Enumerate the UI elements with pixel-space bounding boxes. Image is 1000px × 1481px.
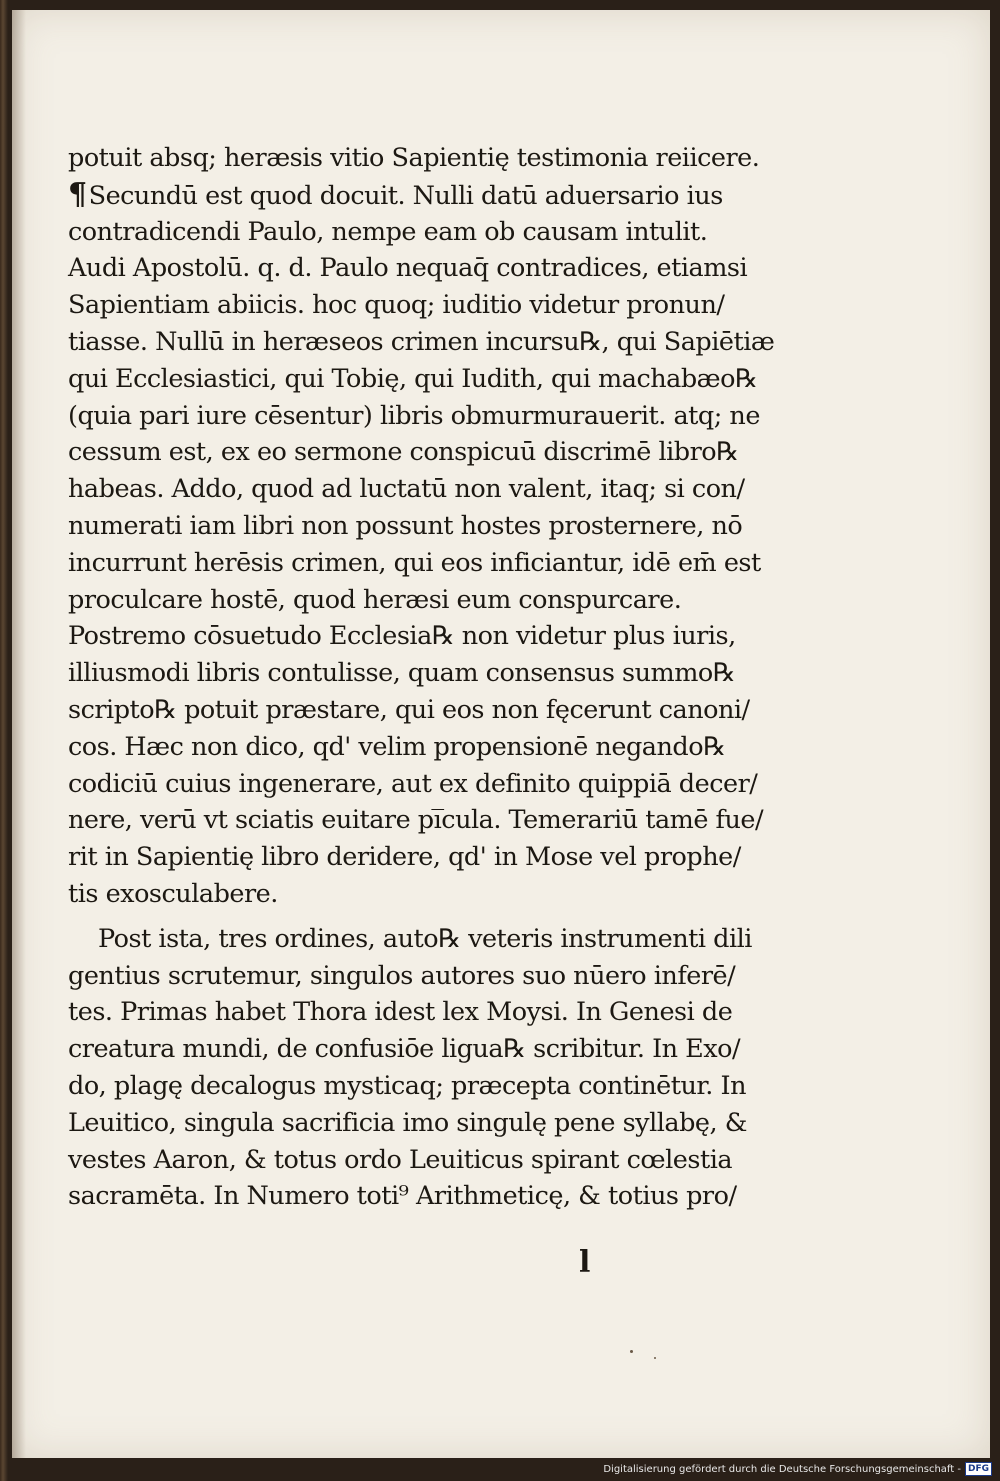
paragraph-gap — [68, 913, 768, 921]
text-line: cessum est, ex eo sermone conspicuū discrimē libro℞ — [68, 437, 739, 468]
text-line: Postremo cōsuetudo Ecclesia℞ non videtur plus iuris, — [68, 621, 736, 652]
book-page — [12, 10, 990, 1458]
paper-speck — [654, 1357, 656, 1359]
text-line: illiusmodi libris contulisse, quam consensus summo℞ — [68, 658, 736, 689]
text-line: qui Ecclesiastici, qui Tobię, qui Iudith, qui machabæo℞ — [68, 363, 758, 394]
footer-credit-text: Digitalisierung gefördert durch die Deutsche Forschungsgemeinschaft - — [603, 1463, 961, 1475]
dfg-logo-icon: DFG — [965, 1462, 992, 1476]
text-line: gentius scrutemur, singulos autores suo nūero inferē/ — [68, 960, 736, 991]
digitization-footer — [603, 1461, 992, 1477]
paper-speck — [630, 1350, 633, 1353]
text-line: proculcare hostē, quod heræsi eum conspurcare. — [68, 584, 682, 615]
text-line: rit in Sapientię libro deridere, qd' in Mose vel prophe/ — [68, 842, 741, 873]
text-line: cos. Hæc non dico, qd' velim propensionē negando℞ — [68, 731, 726, 762]
text-line: incurrunt herēsis crimen, qui eos inficiantur, idē em̄ est — [68, 547, 761, 578]
pilcrow-mark: ¶ — [68, 176, 87, 212]
text-line: scripto℞ potuit præstare, qui eos non fęcerunt canoni/ — [68, 694, 750, 725]
text-line: codiciū cuius ingenerare, aut ex definito quippiā decer/ — [68, 768, 758, 799]
text-line: (quia pari iure cēsentur) libris obmurmurauerit. atq; ne — [68, 400, 760, 431]
text-line: sacramēta. In Numero toti⁹ Arithmeticę, & totius pro/ — [68, 1181, 737, 1212]
text-line: tis exosculabere. — [68, 878, 278, 909]
text-line: Leuitico, singula sacrificia imo singulę pene syllabę, & — [68, 1107, 747, 1138]
text-line: numerati iam libri non possunt hostes prosternere, nō — [68, 510, 743, 541]
text-line: Secundū est quod docuit. Nulli datū aduersario ius — [88, 180, 723, 211]
text-line: tiasse. Nullū in heræseos crimen incursu℞, qui Sapiētiæ — [68, 326, 775, 357]
text-line: contradicendi Paulo, nempe eam ob causam intulit. — [68, 216, 708, 247]
page-text-block — [68, 140, 775, 1215]
text-line: do, plagę decalogus mysticaq; præcepta continētur. In — [68, 1070, 746, 1101]
text-line: creatura mundi, de confusiōe ligua℞ scribitur. In Exo/ — [68, 1034, 741, 1065]
text-line: tes. Primas habet Thora idest lex Moysi. In Genesi de — [68, 997, 733, 1028]
text-line: habeas. Addo, quod ad luctatū non valent, itaq; si con/ — [68, 474, 745, 505]
signature-mark: l — [579, 1245, 591, 1280]
text-line: Sapientiam abiicis. hoc quoq; iuditio videtur pronun/ — [68, 290, 725, 321]
text-line-indented: Post ista, tres ordines, auto℞ veteris instrumenti dili — [98, 923, 752, 954]
text-line: nere, verū vt sciatis euitare pi̅cula. Temerariū tamē fue/ — [68, 805, 764, 836]
text-line: potuit absq; heræsis vitio Sapientię testimonia reiicere. — [68, 143, 760, 173]
text-line-with-pilcrow — [68, 177, 768, 214]
text-line: vestes Aaron, & totus ordo Leuiticus spirant cœlestia — [68, 1144, 733, 1175]
text-line: Audi Apostolū. q. d. Paulo nequaq̄ contradices, etiamsi — [68, 253, 748, 284]
